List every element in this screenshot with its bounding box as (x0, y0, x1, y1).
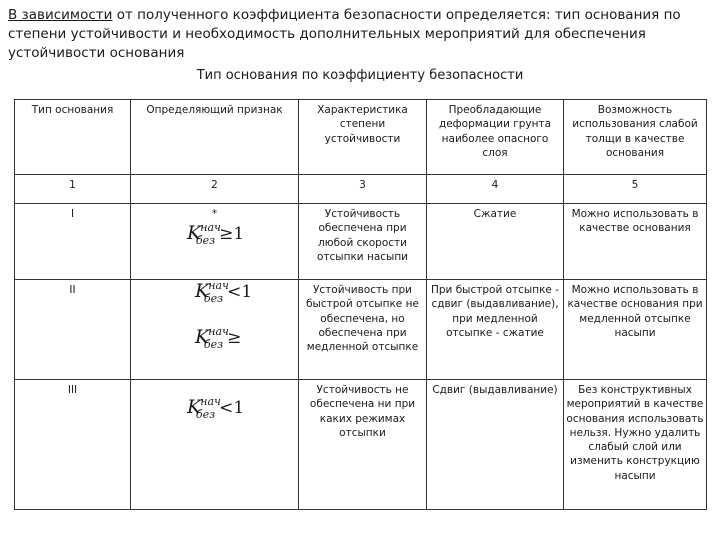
safety-formula (187, 395, 245, 421)
formula-sub: без (195, 408, 216, 421)
header-feature: Определяющий признак (131, 100, 299, 175)
formula-sup: нач (208, 325, 229, 338)
col-number: 1 (15, 175, 131, 204)
row-stability: Устойчивость обеспечена при любой скорости отсыпки насыпи (299, 204, 427, 280)
col-number: 4 (427, 175, 564, 204)
row-feature (131, 280, 299, 380)
row-deformation: При быстрой отсыпке - сдвиг (выдавливание), при медленной отсыпке - сжатие (427, 280, 564, 380)
safety-formula (187, 221, 245, 247)
header-row (15, 100, 707, 175)
intro-text: от полученного коэффициента безопасности определяется: тип основания по степени устойчивости и необходимость дополнительных мероприятий для обеспечения устойчивости основания (8, 7, 681, 61)
col-number: 2 (131, 175, 299, 204)
row-type: III (15, 380, 131, 510)
row-stability: Устойчивость не обеспечена ни при каких режимах отсыпки (299, 380, 427, 510)
header-type: Тип основания (15, 100, 131, 175)
formula-symbol: K (195, 326, 210, 348)
row-usage: Без конструктивных мероприятий в качестве основания использовать нельзя. Нужно удалить слабый слой или изменить конструкцию насыпи (564, 380, 707, 510)
table-row (15, 280, 707, 380)
asterisk-mark: * (211, 208, 218, 220)
table-row (15, 204, 707, 280)
header-usage: Возможность использования слабой толщи в качестве основания (564, 100, 707, 175)
formula-sup: нач (208, 279, 229, 292)
formula-symbol: K (195, 280, 210, 302)
row-feature (131, 380, 299, 510)
formula-value: 1 (233, 398, 245, 418)
row-deformation: Сдвиг (выдавливание) (427, 380, 564, 510)
row-usage: Можно использовать в качестве основания (564, 204, 707, 280)
safety-formula (195, 325, 242, 351)
formula-sub: без (203, 292, 224, 305)
table-row (15, 380, 707, 510)
row-type: II (15, 280, 131, 380)
number-row (15, 175, 707, 204)
formula-sub: без (203, 338, 224, 351)
row-stability: Устойчивость при быстрой отсыпке не обеспечена, но обеспечена при медленной отсыпке (299, 280, 427, 380)
intro-underlined: В зависимости (8, 7, 113, 23)
row-deformation: Сжатие (427, 204, 564, 280)
formula-value: 1 (233, 224, 245, 244)
row-feature (131, 204, 299, 280)
header-stability: Характеристика степени устойчивости (299, 100, 427, 175)
header-deformation: Преобладающие деформации грунта наиболее опасного слоя (427, 100, 564, 175)
col-number: 3 (299, 175, 427, 204)
formula-relation: ≥ (227, 328, 242, 348)
stability-table (14, 99, 707, 510)
formula-symbol: K (187, 396, 202, 418)
row-type: I (15, 204, 131, 280)
formula-sub: без (195, 234, 216, 247)
formula-symbol: K (187, 222, 202, 244)
formula-sup: нач (200, 395, 221, 408)
safety-formula (195, 279, 253, 305)
formula-relation: < (227, 282, 242, 302)
formula-sup: нач (200, 221, 221, 234)
table-caption: Тип основания по коэффициенту безопасности (196, 68, 524, 83)
formula-value: 1 (241, 282, 253, 302)
formula-relation: ≥ (219, 224, 234, 244)
formula-relation: < (219, 398, 234, 418)
intro-paragraph (8, 6, 708, 63)
col-number: 5 (564, 175, 707, 204)
row-usage: Можно использовать в качестве основания при медленной отсыпке насыпи (564, 280, 707, 380)
